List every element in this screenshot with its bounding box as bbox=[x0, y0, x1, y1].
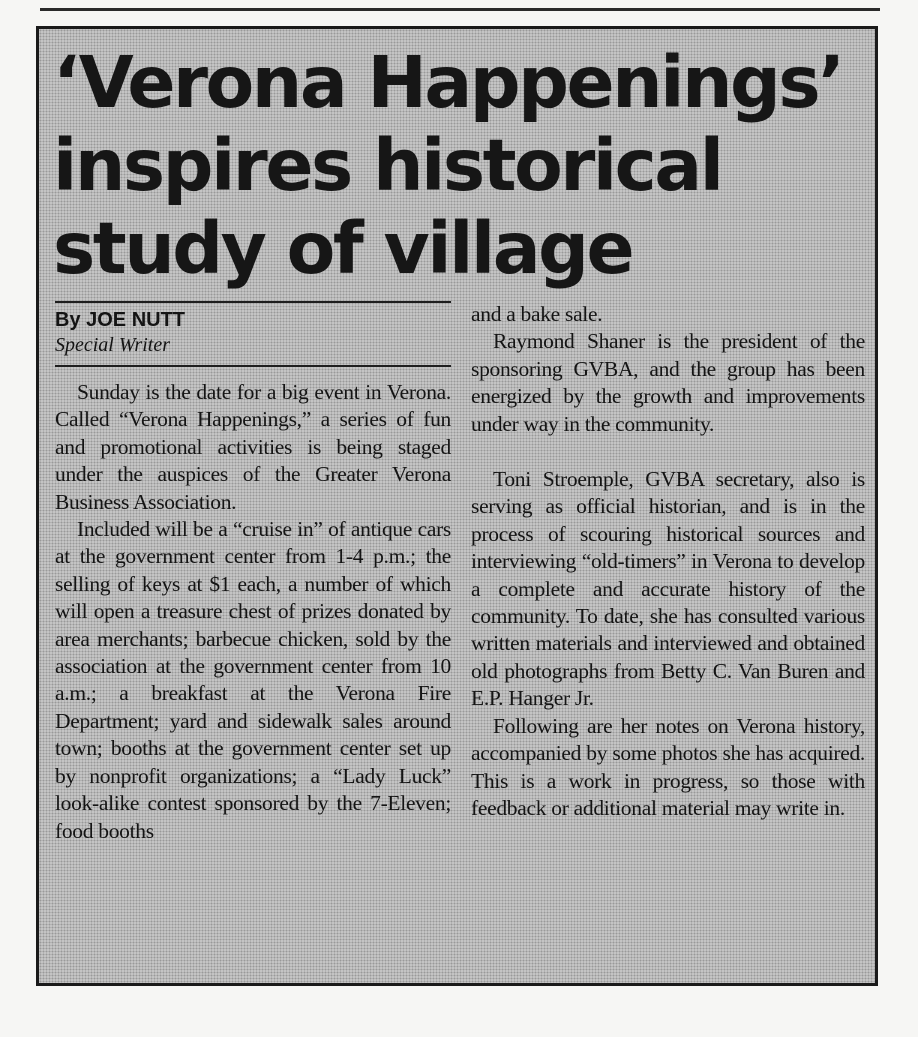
paragraph: Included will be a “cruise in” of antique cars at the government center from 1-4 p.m.; the selling of keys at $1 each, a number of which will open a treasure chest of prizes donated by area merchants; barbecue chicken, sold by the association at the government center from 10 a.m.; a breakfast at the Verona Fire Department; yard and sidewalk sales around town; booths at the government center set up by nonprofit organizations; a “Lady Luck” look-alike contest sponsored by the 7-Eleven; food booths bbox=[55, 517, 451, 843]
headline-line-2: inspires historical bbox=[53, 124, 722, 207]
newspaper-clipping bbox=[36, 26, 878, 986]
left-column-text bbox=[55, 379, 451, 845]
byline: By JOE NUTT bbox=[55, 309, 186, 331]
paragraph: Raymond Shaner is the president of the sponsoring GVBA, and the group has been energized by the growth and improvements under way in the community. bbox=[471, 329, 865, 436]
paragraph-continuation: and a bake sale. bbox=[471, 302, 603, 326]
headline bbox=[53, 41, 873, 290]
byline-top-rule bbox=[55, 301, 451, 303]
paragraph: Following are her notes on Verona history, accompanied by some photos she has acquired. This is a work in progress, so those with feedback or additional material may write in. bbox=[471, 713, 865, 820]
byline-bottom-rule bbox=[55, 365, 451, 367]
paragraph: Toni Stroemple, GVBA secretary, also is serving as official historian, and is in the process of scouring historical sources and interviewing “old-timers” in Verona to develop a complete and accurate history of the community. To date, she has consulted various written materials and interviewed and obtained old photographs from Betty C. Van Buren and E.P. Hanger Jr. bbox=[471, 467, 865, 711]
headline-line-3: study of village bbox=[53, 207, 633, 290]
right-column bbox=[471, 301, 865, 822]
headline-line-1: ‘Verona Happenings’ bbox=[53, 41, 843, 124]
right-column-text bbox=[471, 301, 865, 822]
byline-role: Special Writer bbox=[55, 334, 170, 356]
paragraph: Sunday is the date for a big event in Verona. Called “Verona Happenings,” a series of fun and promotional activities is being staged under the auspices of the Greater Verona Business Association. bbox=[55, 380, 451, 514]
page-top-rule bbox=[40, 8, 880, 11]
left-column bbox=[55, 301, 451, 845]
